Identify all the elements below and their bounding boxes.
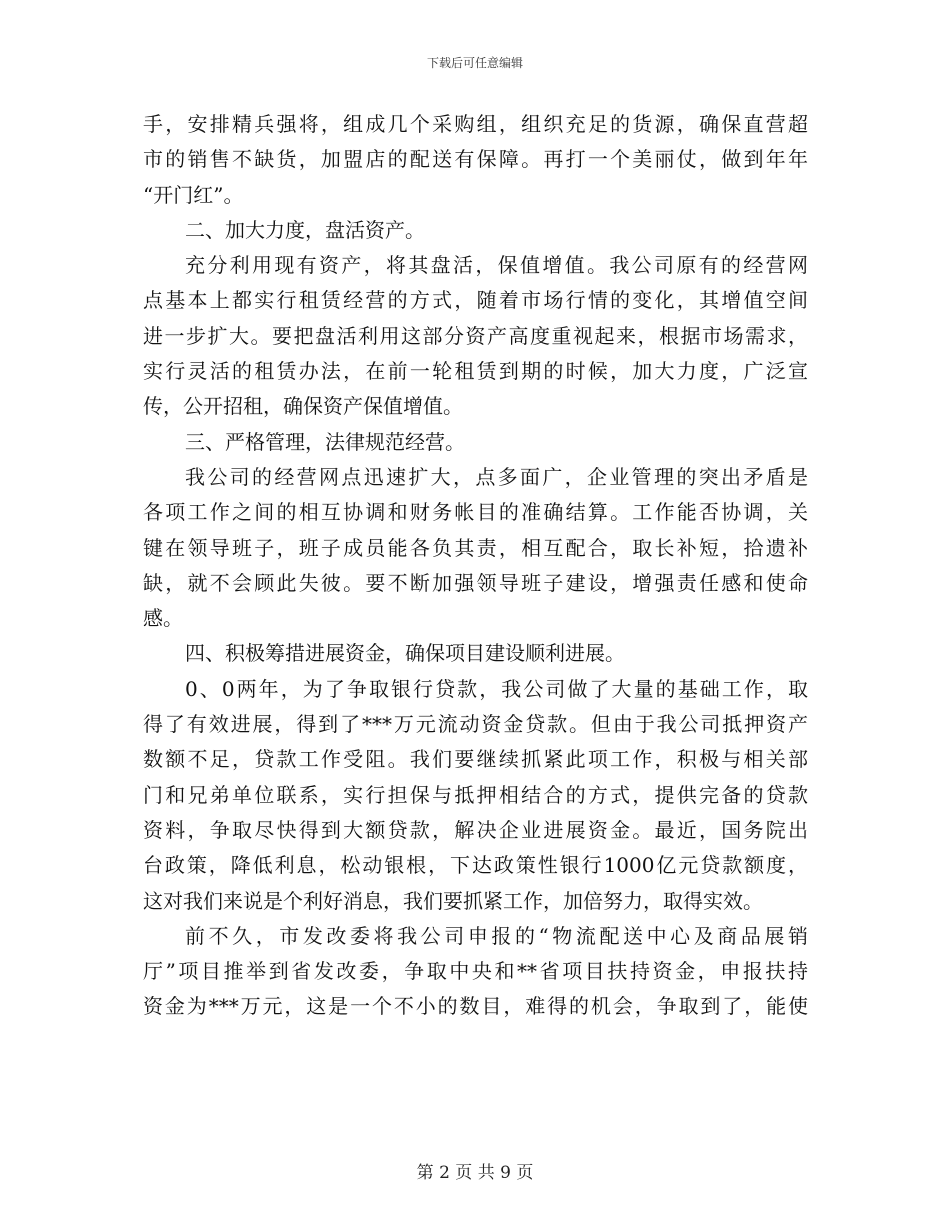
text-line: 我公司的经营网点迅速扩大，点多面广，企业管理的突出矛盾是 [185, 464, 808, 489]
text-line: 台政策，降低利息，松动银根，下达政策性银行1000亿元贷款额度， [143, 853, 808, 878]
page-header: 下载后可任意编辑 [426, 56, 523, 70]
text-line: 资金为***万元，这是一个不小的数目，难得的机会，争取到了，能使 [143, 994, 808, 1019]
text-line: 数额不足，贷款工作受阻。我们要继续抓紧此项工作，积极与相关部 [143, 747, 808, 772]
text-line: 进一步扩大。要把盘活利用这部分资产高度重视起来，根据市场需求， [143, 323, 808, 348]
text-line: 感。 [143, 606, 183, 631]
text-line: 得了有效进展，得到了***万元流动资金贷款。但由于我公司抵押资产 [143, 712, 808, 737]
text-line: 这对我们来说是个利好消息，我们要抓紧工作，加倍努力，取得实效。 [143, 888, 763, 913]
text-line: 0、0两年，为了争取银行贷款，我公司做了大量的基础工作，取 [185, 676, 808, 701]
text-line: 键在领导班子，班子成员能各负其责，相互配合，取长补短，拾遗补 [143, 535, 808, 560]
text-line: 各项工作之间的相互协调和财务帐目的准确结算。工作能否协调，关 [143, 500, 808, 525]
text-line: 厅”项目推举到省发改委，争取中央和**省项目扶持资金，申报扶持 [143, 959, 808, 984]
text-line: 缺，就不会顾此失彼。要不断加强领导班子建设，增强责任感和使命 [143, 570, 808, 595]
text-line: 实行灵活的租赁办法，在前一轮租赁到期的时候，加大力度，广泛宣 [143, 359, 808, 384]
text-line: “开门红”。 [143, 182, 244, 207]
text-line: 市的销售不缺货，加盟店的配送有保障。再打一个美丽仗，做到年年 [143, 147, 808, 172]
text-line: 门和兄弟单位联系，实行担保与抵押相结合的方式，提供完备的贷款 [143, 782, 808, 807]
section-heading: 三、严格管理，法律规范经营。 [185, 429, 465, 454]
text-line: 前不久，市发改委将我公司申报的“物流配送中心及商品展销 [185, 923, 808, 948]
text-line: 资料，争取尽快得到大额贷款，解决企业进展资金。最近，国务院出 [143, 817, 808, 842]
text-line: 手，安排精兵强将，组成几个采购组，组织充足的货源，确保直营超 [143, 112, 808, 136]
page-footer: 第 2 页 共 9 页 [416, 1163, 534, 1183]
text-line: 充分利用现有资产，将其盘活，保值增值。我公司原有的经营网 [185, 253, 808, 278]
document-body [143, 107, 808, 1025]
section-heading: 四、积极筹措进展资金，确保项目建设顺利进展。 [185, 641, 625, 666]
text-line: 点基本上都实行租赁经营的方式，随着市场行情的变化，其增值空间 [143, 288, 808, 313]
text-line: 传，公开招租，确保资产保值增值。 [143, 394, 463, 419]
section-heading: 二、加大力度，盘活资产。 [185, 217, 425, 242]
